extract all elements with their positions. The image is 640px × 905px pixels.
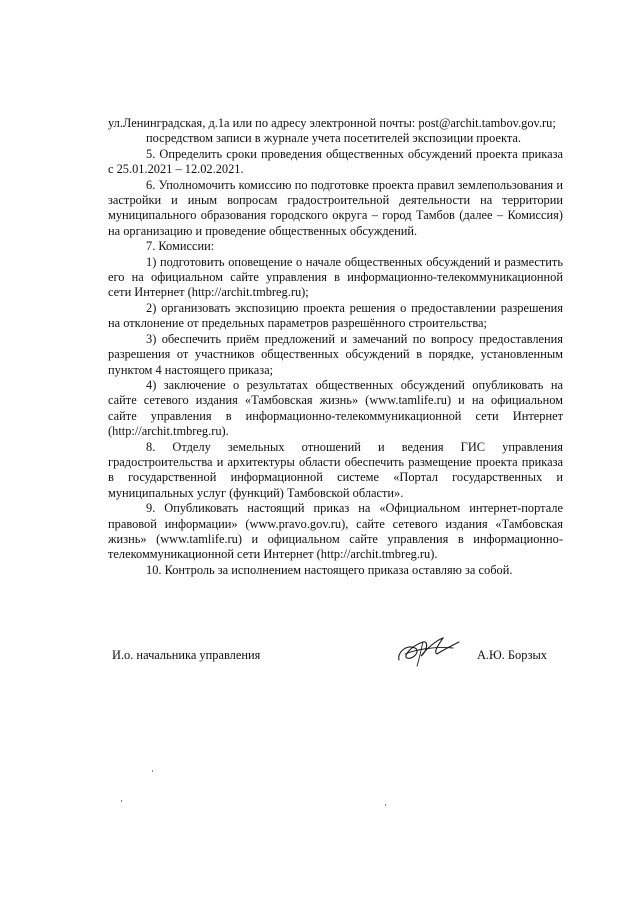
- paragraph-item-7: 7. Комиссии:: [146, 239, 215, 254]
- paragraph-address: ул.Ленинградская, д.1а или по адресу электронной почты: post@archit.tambov.gov.ru;: [108, 116, 556, 130]
- paragraph-item-5: 5. Определить сроки проведения общественных обсуждений проекта приказа с 25.01.2021 – 12.02.2021.: [108, 146, 563, 177]
- paragraph-subitem-1: 1) подготовить оповещение о начале общественных обсуждений и разместить его на официальном сайте управления в информационно-телекоммуникационной сети Интернет (http://archit.tmbreg.ru);: [108, 254, 563, 300]
- paragraph-item-10: 10. Контроль за исполнением настоящего приказа оставляю за собой.: [146, 562, 513, 577]
- paragraph-subitem-4: 4) заключение о результатах общественных обсуждений опубликовать на сайте сетевого издания «Тамбовская жизнь» (www.tamlife.ru) и на официальном сайте управления в информационно-телекоммуникационной сети Интернет (http://archit.tmbreg.ru).: [108, 377, 563, 439]
- paragraph-subitem-3: 3) обеспечить приём предложений и замечаний по вопросу предоставления разрешения от участников общественных обсуждений в порядке, установленным пунктом 4 настоящего приказа;: [108, 331, 563, 377]
- paragraph-item-8: 8. Отделу земельных отношений и ведения ГИС управления градостроительства и архитектуры области обеспечить размещение проекта приказа в государственной информационной системе «Портал государственных и муниципальных услуг (функций) Тамбовской области».: [108, 439, 563, 500]
- paragraph-item-9: 9. Опубликовать настоящий приказ на «Официальном интернет-портале правовой информации» (www.pravo.gov.ru), сайте сетевого издания «Тамбовская жизнь» (www.tamlife.ru) и официальном сайте управления в информационно-телекоммуникационной сети Интернет (http://archit.tmbreg.ru).: [108, 501, 563, 562]
- paragraph-subitem-2: 2) организовать экспозицию проекта решения о предоставлении разрешения на отклонение от предельных параметров разрешённого строительства;: [108, 300, 563, 331]
- signatory-position: И.о. начальника управления: [112, 648, 261, 662]
- signatory-name: А.Ю. Борзых: [476, 648, 547, 662]
- handwritten-signature-icon: [393, 630, 463, 670]
- document-body: [108, 116, 563, 578]
- paragraph-journal: посредством записи в журнале учета посетителей экспозиции проекта.: [146, 131, 521, 146]
- signature-block: [108, 638, 563, 678]
- paragraph-item-6: 6. Уполномочить комиссию по подготовке проекта правил землепользования и застройки и иным вопросам градостроительной деятельности на территории муниципального образования городского округа – город Тамбов (далее – Комиссия) на организацию и проведение общественных обсуждений.: [108, 177, 563, 238]
